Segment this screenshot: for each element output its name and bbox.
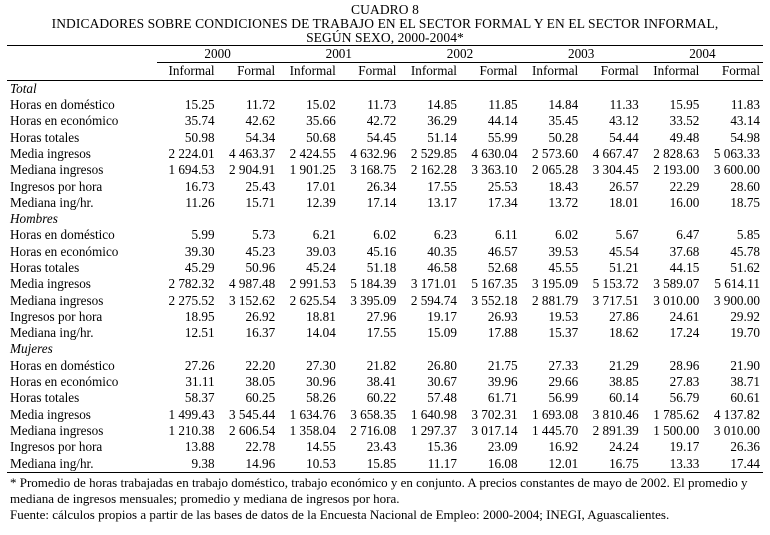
section-header-row	[7, 80, 763, 97]
value-cell: 3 195.09	[532, 276, 579, 292]
footnote: * Promedio de horas trabajadas en trabajo doméstico, trabajo económico y en conjunto. A precios constantes de mayo de 2002. El promedio y mediana de ingresos mensuales; promedio y mediana de ingresos por hora.	[10, 474, 748, 507]
value-cell: 19.17	[427, 308, 457, 324]
value-cell: 18.01	[609, 194, 639, 210]
section-title: Total	[10, 80, 37, 96]
value-cell: 3 171.01	[410, 276, 457, 292]
table-row	[7, 390, 763, 406]
row-label: Horas en doméstico	[10, 357, 115, 373]
value-cell: 14.55	[306, 439, 336, 455]
value-cell: 1 901.25	[289, 162, 336, 178]
row-label: Media ingresos	[10, 145, 91, 161]
value-cell: 6.11	[494, 227, 518, 243]
value-cell: 50.96	[245, 260, 276, 275]
value-cell: 50.68	[306, 129, 336, 145]
value-cell: 45.29	[184, 260, 215, 275]
value-cell: 43.14	[730, 113, 760, 129]
value-cell: 1 693.08	[532, 406, 579, 422]
value-cell: 27.86	[609, 308, 639, 324]
value-cell: 17.44	[702, 455, 763, 472]
value-cell: 22.29	[669, 178, 700, 194]
value-cell: 3 702.31	[471, 406, 518, 422]
value-cell: 15.85	[339, 455, 400, 472]
table-row	[7, 455, 763, 472]
value-cell: 13.88	[184, 439, 215, 455]
value-cell: 31.11	[185, 374, 215, 390]
value-cell: 54.45	[366, 129, 397, 145]
value-cell: 4 463.37	[229, 145, 276, 161]
informal-header: Informal	[278, 63, 339, 80]
value-cell: 16.37	[245, 325, 276, 341]
table-subtitle: SEGÚN SEXO, 2000-2004*	[306, 30, 464, 45]
value-cell: 45.78	[730, 243, 760, 259]
year-header: 2001	[278, 46, 399, 63]
value-cell: 18.95	[184, 308, 215, 324]
header-blank	[7, 63, 157, 80]
value-cell: 3 363.10	[471, 162, 518, 178]
value-cell: 9.38	[157, 455, 218, 472]
value-cell: 13.17	[427, 194, 457, 210]
section-title: Hombres	[10, 211, 58, 227]
table-row	[7, 227, 763, 243]
value-cell: 1 785.62	[653, 406, 700, 422]
value-cell: 5 614.11	[714, 276, 760, 292]
value-cell: 44.15	[669, 260, 700, 275]
formal-header: Formal	[581, 63, 642, 80]
value-cell: 57.48	[427, 390, 457, 406]
value-cell: 2 904.91	[229, 162, 276, 178]
value-cell: 38.71	[730, 374, 760, 390]
table-row	[7, 325, 763, 341]
value-cell: 4 137.82	[713, 406, 760, 422]
value-cell: 54.98	[730, 129, 760, 145]
value-cell: 3 600.00	[713, 162, 760, 178]
value-cell: 11.72	[246, 97, 276, 113]
value-cell: 1 634.76	[289, 406, 336, 422]
value-cell: 2 891.39	[592, 422, 639, 438]
table-row	[7, 129, 763, 145]
value-cell: 2 065.28	[532, 162, 579, 178]
value-cell: 3 395.09	[350, 292, 397, 308]
value-cell: 39.53	[548, 243, 579, 259]
value-cell: 3 717.51	[592, 292, 639, 308]
value-cell: 21.29	[609, 357, 639, 373]
value-cell: 40.35	[427, 243, 457, 259]
value-cell: 5.85	[736, 227, 760, 243]
value-cell: 43.12	[609, 113, 639, 129]
value-cell: 15.25	[184, 97, 215, 113]
value-cell: 18.75	[730, 194, 760, 210]
value-cell: 2 625.54	[289, 292, 336, 308]
value-cell: 26.36	[730, 439, 760, 455]
formal-header: Formal	[218, 63, 279, 80]
value-cell: 3 589.07	[653, 276, 700, 292]
informal-header: Informal	[399, 63, 460, 80]
table-row	[7, 276, 763, 292]
value-cell: 10.53	[278, 455, 339, 472]
table-title: INDICADORES SOBRE CONDICIONES DE TRABAJO EN EL SECTOR FORMAL Y EN EL SECTOR INFORMAL,	[51, 16, 719, 31]
value-cell: 11.26	[185, 194, 215, 210]
value-cell: 15.36	[427, 439, 457, 455]
value-cell: 5 153.72	[592, 276, 639, 292]
value-cell: 11.33	[609, 97, 639, 113]
value-cell: 2 991.53	[289, 276, 336, 292]
value-cell: 13.33	[642, 455, 703, 472]
table-row	[7, 292, 763, 308]
value-cell: 60.25	[245, 390, 276, 406]
value-cell: 4 667.47	[592, 145, 639, 161]
value-cell: 51.21	[609, 260, 639, 275]
value-cell: 38.41	[366, 374, 397, 390]
value-cell: 24.61	[669, 308, 700, 324]
value-cell: 26.93	[487, 308, 518, 324]
value-cell: 56.99	[548, 390, 579, 406]
value-cell: 27.30	[306, 357, 336, 373]
informal-header: Informal	[642, 63, 703, 80]
row-label: Horas en económico	[10, 374, 119, 390]
value-cell: 2 606.54	[229, 422, 276, 438]
value-cell: 26.80	[427, 357, 457, 373]
value-cell: 1 445.70	[532, 422, 579, 438]
informal-header: Informal	[521, 63, 582, 80]
value-cell: 23.09	[487, 439, 518, 455]
value-cell: 50.98	[184, 129, 215, 145]
value-cell: 11.17	[399, 455, 460, 472]
value-cell: 1 358.04	[289, 422, 336, 438]
value-cell: 3 658.35	[350, 406, 397, 422]
row-label: Mediana ing/hr.	[10, 325, 94, 341]
value-cell: 16.73	[184, 178, 215, 194]
value-cell: 21.75	[487, 357, 518, 373]
row-label: Ingresos por hora	[10, 178, 103, 194]
value-cell: 27.83	[669, 374, 700, 390]
value-cell: 16.92	[548, 439, 579, 455]
value-cell: 51.18	[366, 260, 397, 275]
value-cell: 18.62	[609, 325, 639, 341]
table-row	[7, 113, 763, 129]
indicators-table	[7, 45, 763, 473]
value-cell: 30.96	[306, 374, 336, 390]
row-label: Mediana ingresos	[10, 162, 104, 178]
table-row	[7, 244, 763, 260]
value-cell: 3 552.18	[471, 292, 518, 308]
value-cell: 3 810.46	[592, 406, 639, 422]
value-cell: 5 184.39	[350, 276, 397, 292]
value-cell: 6.47	[676, 227, 700, 243]
sector-header-row	[7, 63, 763, 80]
table-row	[7, 162, 763, 178]
value-cell: 2 529.85	[410, 145, 457, 161]
value-cell: 2 162.28	[410, 162, 457, 178]
informal-header: Informal	[157, 63, 218, 80]
value-cell: 6.02	[555, 227, 579, 243]
value-cell: 2 716.08	[350, 422, 397, 438]
value-cell: 2 573.60	[532, 145, 579, 161]
value-cell: 3 152.62	[229, 292, 276, 308]
row-label: Horas en económico	[10, 113, 119, 129]
value-cell: 38.85	[609, 374, 639, 390]
value-cell: 27.33	[548, 357, 579, 373]
value-cell: 2 224.01	[168, 145, 215, 161]
value-cell: 38.05	[245, 374, 276, 390]
year-header: 2002	[399, 46, 520, 63]
value-cell: 55.99	[487, 129, 518, 145]
value-cell: 35.66	[306, 113, 336, 129]
value-cell: 12.01	[521, 455, 582, 472]
value-cell: 12.51	[184, 325, 215, 341]
value-cell: 35.74	[184, 113, 215, 129]
value-cell: 1 499.43	[168, 406, 215, 422]
value-cell: 5.99	[191, 227, 215, 243]
row-label: Horas totales	[10, 260, 80, 275]
value-cell: 18.81	[306, 308, 336, 324]
value-cell: 2 594.74	[410, 292, 457, 308]
value-cell: 60.14	[609, 390, 639, 406]
value-cell: 45.24	[306, 260, 336, 275]
table-number: CUADRO 8	[351, 2, 419, 17]
value-cell: 46.57	[487, 243, 518, 259]
value-cell: 14.96	[218, 455, 279, 472]
value-cell: 6.23	[433, 227, 457, 243]
value-cell: 3 168.75	[350, 162, 397, 178]
year-header-row	[7, 46, 763, 63]
year-header: 2003	[521, 46, 642, 63]
table-row	[7, 407, 763, 423]
row-label: Horas en doméstico	[10, 97, 115, 113]
formal-header: Formal	[702, 63, 763, 80]
value-cell: 45.16	[366, 243, 397, 259]
value-cell: 4 632.96	[350, 145, 397, 161]
row-label: Ingresos por hora	[10, 439, 103, 455]
value-cell: 33.52	[669, 113, 700, 129]
year-header: 2004	[642, 46, 763, 63]
value-cell: 1 500.00	[653, 422, 700, 438]
value-cell: 1 297.37	[410, 422, 457, 438]
value-cell: 49.48	[669, 129, 700, 145]
value-cell: 19.17	[669, 439, 700, 455]
value-cell: 61.71	[487, 390, 518, 406]
table-body	[7, 80, 763, 472]
value-cell: 3 010.00	[713, 422, 760, 438]
value-cell: 17.14	[366, 194, 397, 210]
value-cell: 2 782.32	[168, 276, 215, 292]
value-cell: 25.43	[245, 178, 276, 194]
value-cell: 42.72	[366, 113, 397, 129]
value-cell: 11.85	[488, 97, 518, 113]
table-row	[7, 423, 763, 439]
value-cell: 19.70	[730, 325, 760, 341]
value-cell: 11.73	[367, 97, 397, 113]
row-label: Mediana ing/hr.	[7, 455, 157, 472]
value-cell: 3 304.45	[592, 162, 639, 178]
row-label: Horas totales	[10, 129, 80, 145]
value-cell: 23.43	[366, 439, 397, 455]
value-cell: 28.96	[669, 357, 700, 373]
section-title: Mujeres	[10, 341, 53, 357]
row-label: Media ingresos	[10, 276, 91, 292]
value-cell: 54.44	[609, 129, 639, 145]
table-row	[7, 358, 763, 374]
value-cell: 6.02	[373, 227, 397, 243]
value-cell: 17.01	[306, 178, 336, 194]
value-cell: 15.71	[245, 194, 276, 210]
formal-header: Formal	[339, 63, 400, 80]
value-cell: 30.67	[427, 374, 457, 390]
row-label: Horas en doméstico	[10, 227, 115, 243]
value-cell: 45.54	[609, 243, 639, 259]
value-cell: 6.21	[312, 227, 336, 243]
value-cell: 28.60	[730, 178, 760, 194]
table-row	[7, 97, 763, 113]
table-row	[7, 309, 763, 325]
value-cell: 42.62	[245, 113, 276, 129]
value-cell: 39.96	[487, 374, 518, 390]
value-cell: 14.04	[306, 325, 336, 341]
value-cell: 3 017.14	[471, 422, 518, 438]
value-cell: 4 630.04	[471, 145, 518, 161]
row-label: Mediana ing/hr.	[10, 194, 94, 210]
formal-header: Formal	[460, 63, 521, 80]
value-cell: 11.83	[730, 97, 760, 113]
value-cell: 26.92	[245, 308, 276, 324]
value-cell: 16.75	[581, 455, 642, 472]
value-cell: 15.09	[427, 325, 457, 341]
row-label: Horas totales	[10, 390, 80, 406]
value-cell: 24.24	[609, 439, 639, 455]
value-cell: 15.02	[306, 97, 336, 113]
table-row	[7, 146, 763, 162]
row-label: Ingresos por hora	[10, 308, 103, 324]
value-cell: 2 881.79	[532, 292, 579, 308]
value-cell: 29.66	[548, 374, 579, 390]
row-label: Media ingresos	[10, 406, 91, 422]
value-cell: 39.03	[306, 243, 336, 259]
value-cell: 19.53	[548, 308, 579, 324]
value-cell: 58.26	[306, 390, 336, 406]
value-cell: 52.68	[487, 260, 518, 275]
value-cell: 17.55	[427, 178, 457, 194]
table-row	[7, 178, 763, 194]
value-cell: 17.55	[366, 325, 397, 341]
value-cell: 5 167.35	[471, 276, 518, 292]
value-cell: 51.14	[427, 129, 457, 145]
value-cell: 56.79	[669, 390, 700, 406]
value-cell: 2 193.00	[653, 162, 700, 178]
value-cell: 16.00	[669, 194, 700, 210]
table-row	[7, 260, 763, 276]
year-header: 2000	[157, 46, 278, 63]
value-cell: 1 694.53	[168, 162, 215, 178]
row-label: Mediana ingresos	[10, 422, 104, 438]
value-cell: 25.53	[487, 178, 518, 194]
value-cell: 54.34	[245, 129, 276, 145]
value-cell: 3 900.00	[713, 292, 760, 308]
value-cell: 1 210.38	[168, 422, 215, 438]
value-cell: 14.84	[548, 97, 579, 113]
value-cell: 3 545.44	[229, 406, 276, 422]
value-cell: 18.43	[548, 178, 579, 194]
value-cell: 15.95	[669, 97, 700, 113]
source-note: Fuente: cálculos propios a partir de las bases de datos de la Encuesta Nacional de Empleo: 2000-2004; INEGI, Aguascalientes.	[10, 507, 670, 523]
value-cell: 12.39	[306, 194, 336, 210]
value-cell: 46.58	[427, 260, 457, 275]
section-header-row	[7, 341, 763, 357]
row-label: Horas en económico	[10, 243, 119, 259]
value-cell: 60.22	[366, 390, 397, 406]
value-cell: 17.24	[669, 325, 700, 341]
value-cell: 5 063.33	[713, 145, 760, 161]
value-cell: 50.28	[548, 129, 579, 145]
table-row	[7, 439, 763, 455]
value-cell: 2 828.63	[653, 145, 700, 161]
value-cell: 1 640.98	[410, 406, 457, 422]
value-cell: 29.92	[730, 308, 760, 324]
value-cell: 27.26	[184, 357, 215, 373]
value-cell: 5.73	[252, 227, 276, 243]
value-cell: 5.67	[615, 227, 639, 243]
value-cell: 16.08	[460, 455, 521, 472]
value-cell: 22.20	[245, 357, 276, 373]
table-row	[7, 374, 763, 390]
value-cell: 45.23	[245, 243, 276, 259]
value-cell: 3 010.00	[653, 292, 700, 308]
value-cell: 37.68	[669, 243, 700, 259]
value-cell: 14.85	[427, 97, 457, 113]
value-cell: 21.82	[366, 357, 397, 373]
value-cell: 22.78	[245, 439, 276, 455]
value-cell: 51.62	[730, 260, 760, 275]
notes	[10, 475, 762, 524]
value-cell: 27.96	[366, 308, 397, 324]
value-cell: 4 987.48	[229, 276, 276, 292]
value-cell: 45.55	[548, 260, 579, 275]
value-cell: 58.37	[184, 390, 215, 406]
value-cell: 2 275.52	[168, 292, 215, 308]
header-blank	[7, 46, 157, 63]
value-cell: 2 424.55	[289, 145, 336, 161]
value-cell: 17.34	[487, 194, 518, 210]
value-cell: 15.37	[548, 325, 579, 341]
value-cell: 39.30	[184, 243, 215, 259]
section-header-row	[7, 211, 763, 227]
value-cell: 13.72	[548, 194, 579, 210]
value-cell: 26.57	[609, 178, 639, 194]
value-cell: 26.34	[366, 178, 397, 194]
value-cell: 21.90	[730, 357, 760, 373]
table-row	[7, 195, 763, 211]
value-cell: 35.45	[548, 113, 579, 129]
value-cell: 44.14	[487, 113, 518, 129]
value-cell: 60.61	[730, 390, 760, 406]
row-label: Mediana ingresos	[10, 292, 104, 308]
value-cell: 36.29	[427, 113, 457, 129]
value-cell: 17.88	[487, 325, 518, 341]
